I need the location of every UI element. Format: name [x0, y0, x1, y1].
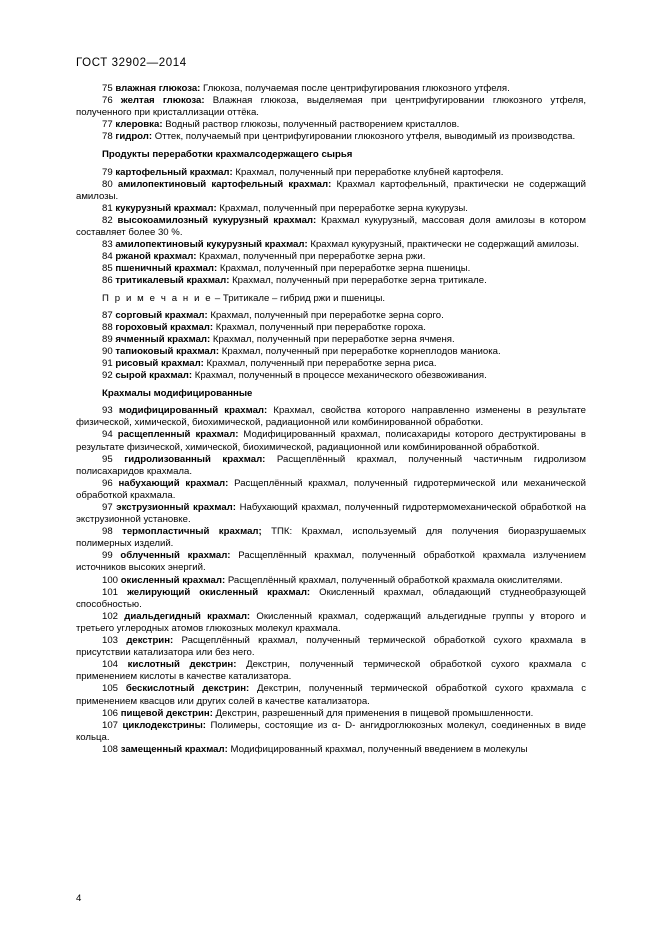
definition-entry — [76, 478, 586, 502]
entry-text: Крахмал, полученный в процессе механического обезвоживания. — [192, 370, 487, 382]
entry-text: Крахмал, свойства которого направленно изменены в результате физической, химической, биохимической, радиационной или комбинированной обработки. — [76, 405, 586, 429]
entry-text: Расщеплённый крахмал, полученный частичным гидролизом полисахаридов крахмала. — [76, 453, 586, 477]
entry-number: 84 — [102, 251, 113, 263]
entry-term: облученный крахмал: — [120, 550, 231, 562]
entry-text: Набухающий крахмал, полученный гидротермомеханической обработкой на экструзионной установке. — [76, 502, 586, 526]
entry-number: 77 — [102, 119, 113, 131]
definition-entry — [76, 708, 586, 720]
definition-entry — [76, 683, 586, 707]
entry-term: термопластичный крахмал; — [122, 526, 262, 538]
definition-entry — [76, 83, 586, 95]
entry-number: 75 — [102, 83, 113, 94]
entry-term: окисленный крахмал: — [120, 574, 226, 586]
note-text: – Тритикале – гибрид ржи и пшеницы. — [212, 292, 386, 304]
entry-term: циклодекстрины: — [122, 719, 206, 731]
entry-number: 107 — [102, 719, 119, 731]
entry-term: амилопектиновый картофельный крахмал: — [117, 178, 332, 190]
entry-term: тапиоковый крахмал: — [115, 345, 220, 357]
definition-entry — [76, 720, 586, 744]
entry-number: 85 — [102, 263, 113, 275]
entry-number: 83 — [102, 239, 113, 251]
entry-term: рисовый крахмал: — [115, 357, 204, 369]
entry-number: 80 — [102, 178, 113, 190]
entry-term: кислотный декстрин: — [127, 659, 237, 671]
entry-text: Расщеплённый крахмал, полученный гидротермической или механической обработкой крахмала. — [76, 477, 587, 501]
entry-term: замещенный крахмал: — [120, 743, 228, 755]
entry-text: Модифицированный крахмал, полисахариды которого деструктированы в результате физической, химической, биохимической, радиационной или комбинированной обработкой. — [76, 429, 586, 453]
entry-number: 105 — [102, 683, 119, 695]
entry-text: Полимеры, состоящие из α- D- ангидроглюкозных молекул, соединенных в виде кольца. — [76, 719, 586, 743]
entry-term: гидролизованный крахмал: — [124, 453, 266, 465]
entry-text: Крахмал, полученный при переработке зерна пшеницы. — [217, 263, 471, 275]
definition-entry — [76, 95, 586, 119]
definition-entry — [76, 526, 586, 550]
entry-text: Крахмал картофельный, практически не содержащий амилозы. — [76, 178, 586, 202]
definition-entry — [76, 502, 586, 526]
entry-number: 100 — [102, 574, 119, 586]
entry-text: Крахмал, полученный при переработке зерна кукурузы. — [216, 202, 468, 214]
entry-number: 86 — [102, 275, 113, 287]
definition-entry — [76, 370, 586, 382]
definition-entry — [76, 611, 586, 635]
entry-number: 90 — [102, 345, 113, 357]
definition-entry — [76, 635, 586, 659]
entry-text: Крахмал кукурузный, практически не содержащий амилозы. — [307, 239, 580, 251]
entry-term: диальдегидный крахмал: — [124, 610, 251, 622]
definition-entry — [76, 167, 586, 179]
entry-number: 102 — [102, 610, 119, 622]
definition-entry — [76, 334, 586, 346]
entry-term: набухающий крахмал: — [118, 477, 229, 489]
entry-text: Крахмал, полученный при переработке клубней картофеля. — [232, 166, 504, 178]
definition-entry — [76, 429, 586, 453]
definition-entry — [76, 215, 586, 239]
definition-entry — [76, 179, 586, 203]
entry-term: желирующий окисленный крахмал: — [127, 586, 311, 598]
entry-number: 79 — [102, 166, 113, 178]
entry-number: 91 — [102, 357, 113, 369]
entry-number: 93 — [102, 405, 113, 417]
document-body — [76, 83, 586, 756]
entry-term: кукурузный крахмал: — [115, 202, 217, 214]
document-header: ГОСТ 32902—2014 — [76, 57, 187, 69]
entry-number: 92 — [102, 370, 113, 382]
entry-term: декстрин: — [126, 635, 174, 647]
definition-entry — [76, 119, 586, 131]
entry-number: 87 — [102, 309, 113, 321]
definition-entry — [76, 575, 586, 587]
entry-text: Крахмал, полученный при переработке зерна тритикале. — [229, 275, 487, 287]
section-heading: Крахмалы модифицированные — [102, 388, 253, 400]
definition-entry — [76, 275, 586, 287]
entry-term: пшеничный крахмал: — [115, 263, 218, 275]
definition-entry — [76, 550, 586, 574]
entry-term: тритикалевый крахмал: — [115, 275, 230, 287]
entry-number: 89 — [102, 333, 113, 345]
entry-term: гороховый крахмал: — [115, 321, 214, 333]
definition-entry — [76, 659, 586, 683]
entry-text: Крахмал, полученный при переработке гороха. — [213, 321, 426, 333]
entry-number: 81 — [102, 202, 113, 214]
entry-term: ржаной крахмал: — [115, 251, 197, 263]
note-label: П р и м е ч а н и е — [102, 292, 213, 304]
entry-term: бескислотный декстрин: — [125, 683, 250, 695]
definition-entry — [76, 744, 586, 756]
definition-entry — [76, 405, 586, 429]
definition-entry — [76, 346, 586, 358]
entry-number: 97 — [102, 502, 113, 513]
entry-number: 99 — [102, 550, 113, 562]
definition-entry — [76, 454, 586, 478]
entry-number: 82 — [102, 214, 113, 226]
entry-number: 98 — [102, 526, 113, 538]
entry-text: Декстрин, разрешенный для применения в пищевой промышленности. — [212, 707, 534, 719]
entry-number: 101 — [102, 586, 119, 598]
entry-term: высокоамилозный кукурузный крахмал: — [117, 214, 317, 226]
note-paragraph — [76, 293, 586, 305]
entry-text: Влажная глюкоза, выделяемая при центрифугировании глюкозного утфеля, полученного при кристаллизации оттёка. — [76, 95, 586, 119]
entry-text: Декстрин, полученный термической обработкой сухого крахмала с применением квасцов или других солей в качестве катализатора. — [76, 683, 586, 707]
entry-term: картофельный крахмал: — [115, 166, 233, 178]
definition-entry — [76, 358, 586, 370]
entry-term: модифицированный крахмал: — [118, 405, 268, 417]
entry-text: Крахмал кукурузный, массовая доля амилозы в котором составляет более 30 %. — [76, 214, 587, 239]
section-heading: Продукты переработки крахмалсодержащего сырья — [102, 149, 353, 161]
entry-number: 94 — [102, 429, 113, 441]
entry-text: ТПК: Крахмал, используемый для получения биоразрушаемых полимерных изделий. — [76, 526, 586, 550]
entry-term: экструзионный крахмал: — [116, 502, 236, 513]
entry-text: Глюкоза, получаемая после центрифугирования глюкозного утфеля. — [200, 83, 510, 94]
entry-number: 95 — [102, 453, 113, 465]
entry-number: 76 — [102, 95, 113, 107]
definition-entry — [76, 263, 586, 275]
definition-entry — [76, 310, 586, 322]
entry-text: Окисленный крахмал, обладающий студнеобразующей способностью. — [76, 586, 586, 610]
entry-text: Крахмал, полученный при переработке корнеплодов маниока. — [219, 345, 501, 357]
definition-entry — [76, 239, 586, 251]
entry-term: клеровка: — [115, 119, 163, 131]
definition-entry — [76, 322, 586, 334]
entry-number: 106 — [102, 707, 119, 719]
entry-number: 96 — [102, 477, 113, 489]
entry-text: Окисленный крахмал, содержащий альдегидные группы у второго и третьего углеродных атомов глюкозных молекул крахмала. — [76, 610, 586, 634]
entry-text: Модифицированный крахмал, полученный введением в молекулы — [227, 743, 528, 755]
entry-text: Расщеплённый крахмал, полученный обработкой крахмала излучением источников высоких энергий. — [76, 550, 587, 574]
definition-entry — [76, 203, 586, 215]
entry-text: Оттек, получаемый при центрифугировании глюкозного утфеля, выводимый из производства. — [152, 131, 576, 143]
entry-number: 104 — [102, 659, 119, 671]
entry-text: Расщеплённый крахмал, полученный термической обработкой сухого крахмала в присутствии катализатора или без него. — [76, 635, 586, 659]
entry-text: Крахмал, полученный при переработке зерна ржи. — [196, 251, 426, 263]
entry-term: ячменный крахмал: — [115, 333, 211, 345]
entry-term: амилопектиновый кукурузный крахмал: — [115, 239, 308, 251]
entry-text: Водный раствор глюкозы, полученный растворением кристаллов. — [162, 119, 460, 131]
entry-term: желтая глюкоза: — [120, 95, 205, 107]
entry-text: Крахмал, полученный при переработке зерна сорго. — [207, 309, 444, 321]
entry-text: Крахмал, полученный при переработке зерна ячменя. — [210, 333, 455, 345]
entry-term: сырой крахмал: — [115, 370, 193, 382]
entry-number: 108 — [102, 743, 119, 755]
entry-number: 88 — [102, 321, 113, 333]
entry-text: Декстрин, полученный термической обработкой сухого крахмала с применением кислоты в качестве катализатора. — [76, 659, 586, 683]
entry-text: Крахмал, полученный при переработке зерна риса. — [203, 357, 437, 369]
entry-term: влажная глюкоза: — [115, 83, 201, 94]
entry-term: гидрол: — [115, 131, 153, 143]
entry-number: 103 — [102, 635, 119, 647]
entry-term: сорговый крахмал: — [115, 309, 208, 321]
entry-text: Расщеплённый крахмал, полученный обработкой крахмала окислителями. — [225, 574, 563, 586]
entry-term: расщепленный крахмал: — [117, 429, 239, 441]
entry-number: 78 — [102, 131, 113, 143]
page-number: 4 — [76, 893, 82, 904]
definition-entry — [76, 587, 586, 611]
definition-entry — [76, 251, 586, 263]
definition-entry — [76, 131, 586, 143]
entry-term: пищевой декстрин: — [120, 707, 213, 719]
